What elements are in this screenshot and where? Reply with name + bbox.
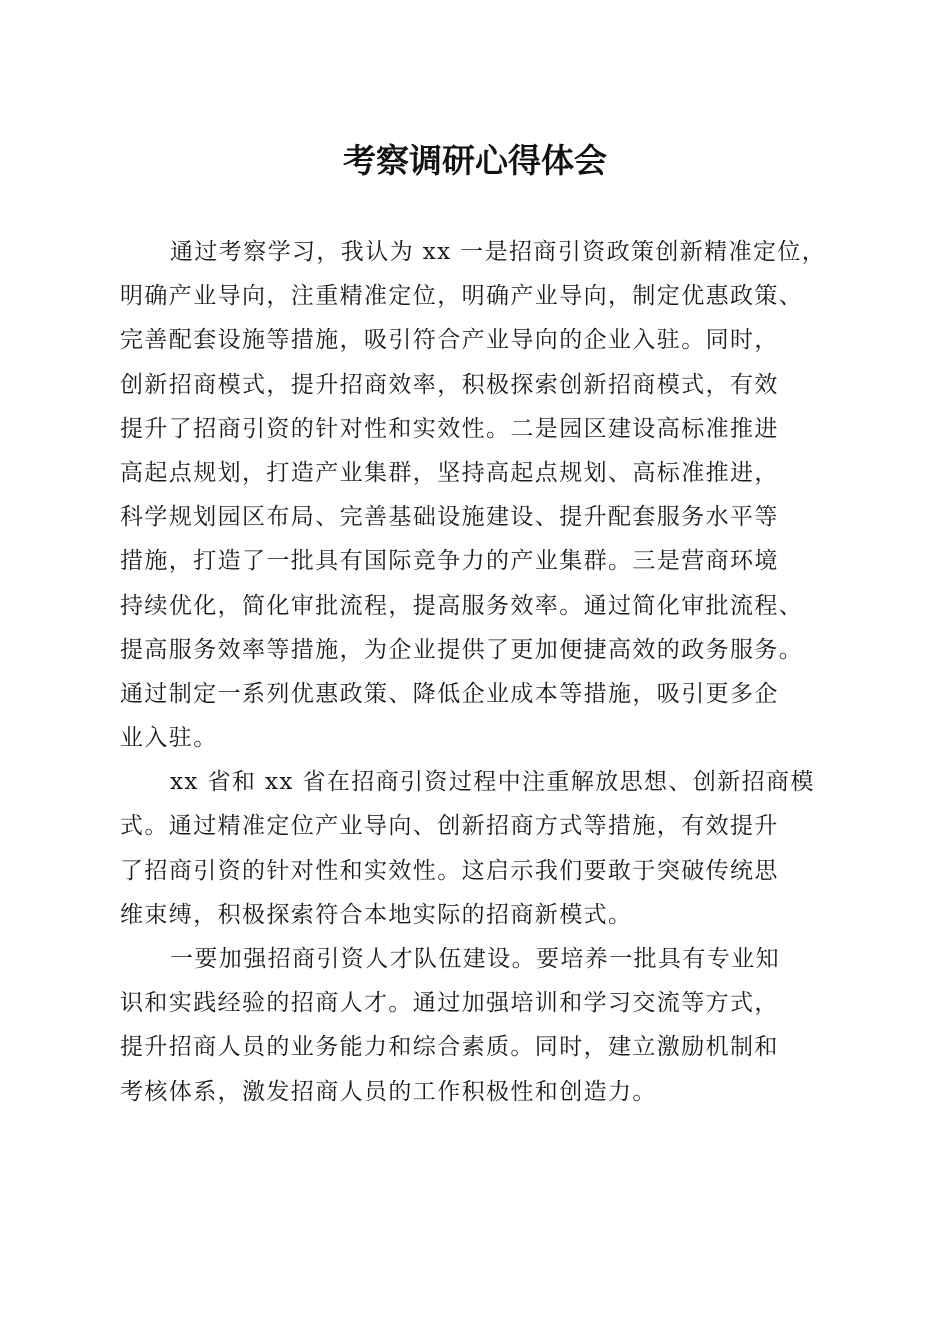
text-line: 维束缚，积极探索符合本地实际的招商新模式。 bbox=[120, 901, 633, 928]
paragraph-1 bbox=[120, 230, 840, 760]
text-line: xx 省和 xx 省在招商引资过程中注重解放思想、创新招商模 bbox=[170, 769, 815, 796]
text-line: 考核体系，激发招商人员的工作积极性和创造力。 bbox=[120, 1078, 657, 1105]
text-line: 完善配套设施等措施，吸引符合产业导向的企业入驻。同时， bbox=[120, 327, 779, 354]
text-line: 提升招商人员的业务能力和综合素质。同时，建立激励机制和 bbox=[120, 1034, 779, 1061]
text-line: 识和实践经验的招商人才。通过加强培训和学习交流等方式， bbox=[120, 990, 779, 1017]
text-line: 业入驻。 bbox=[120, 725, 218, 752]
text-line: 了招商引资的针对性和实效性。这启示我们要敢于突破传统思 bbox=[120, 857, 779, 884]
text-line: 式。通过精准定位产业导向、创新招商方式等措施，有效提升 bbox=[120, 813, 779, 840]
text-line: 明确产业导向，注重精准定位，明确产业导向，制定优惠政策、 bbox=[120, 283, 804, 310]
text-line: 通过制定一系列优惠政策、降低企业成本等措施，吸引更多企 bbox=[120, 680, 779, 707]
text-line: 一要加强招商引资人才队伍建设。要培养一批具有专业知 bbox=[170, 946, 780, 972]
document-title: 考察调研心得体会 bbox=[343, 141, 607, 180]
text-line: 创新招商模式，提升招商效率，积极探索创新招商模式，有效 bbox=[120, 371, 779, 398]
text-line: 提高服务效率等措施，为企业提供了更加便捷高效的政务服务。 bbox=[120, 636, 804, 663]
text-line: 持续优化，简化审批流程，提高服务效率。通过简化审批流程、 bbox=[120, 592, 804, 619]
document-body bbox=[120, 230, 840, 1114]
paragraph-3 bbox=[120, 937, 840, 1114]
paragraph-2 bbox=[120, 760, 840, 937]
text-line: 措施，打造了一批具有国际竞争力的产业集群。三是营商环境 bbox=[120, 548, 779, 575]
text-line: 科学规划园区布局、完善基础设施建设、提升配套服务水平等 bbox=[120, 504, 779, 531]
text-line: 提升了招商引资的针对性和实效性。二是园区建设高标准推进 bbox=[120, 415, 779, 442]
text-line: 通过考察学习，我认为 xx 一是招商引资政策创新精准定位， bbox=[170, 239, 827, 265]
text-line: 高起点规划，打造产业集群，坚持高起点规划、高标准推进， bbox=[120, 459, 779, 486]
